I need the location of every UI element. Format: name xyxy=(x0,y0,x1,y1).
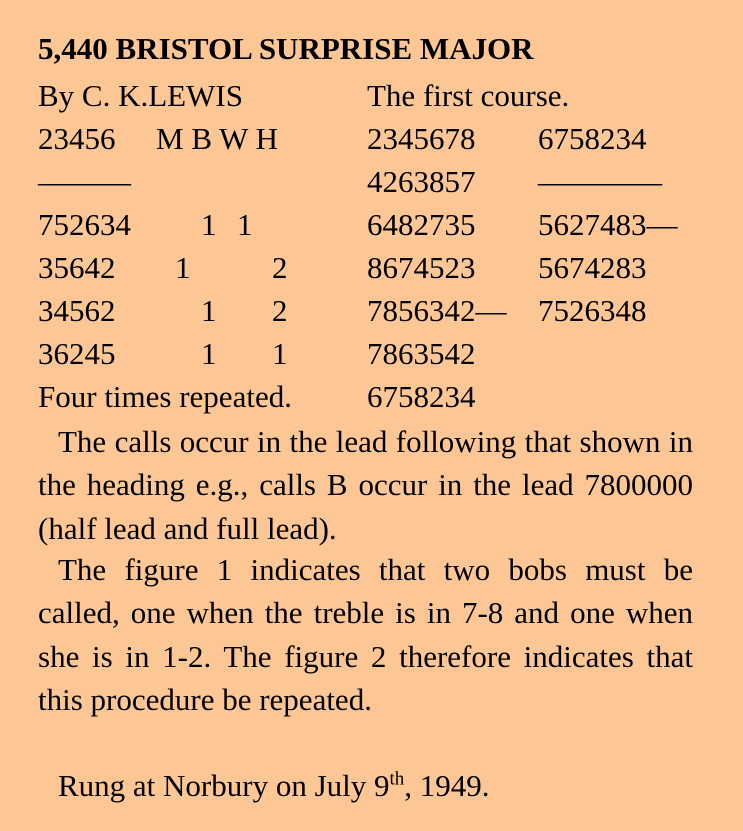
course-row: 5674283 xyxy=(538,250,647,285)
calls-row-course-end: 36245 xyxy=(38,336,116,371)
calls-separator: ——— xyxy=(38,164,131,199)
course-row: 4263857 xyxy=(367,164,476,199)
course-row: 7863542 xyxy=(367,336,476,371)
author-line: By C. K.LEWIS xyxy=(38,78,243,113)
calls-row-course-end: 752634 xyxy=(38,207,131,242)
figures-explanation-paragraph: The figure 1 indicates that two bobs must be called, one when the treble is in 7-8 and one when she is in 1-2. The figure 2 therefore indicates that this procedure be repeated. xyxy=(38,552,693,718)
calls-header-course-end: 23456 xyxy=(38,121,116,156)
composition-title: 5,440 BRISTOL SURPRISE MAJOR xyxy=(38,31,534,66)
course-row: 2345678 xyxy=(367,121,476,156)
course-row: 7526348 xyxy=(538,293,647,328)
calls-explanation-paragraph: The calls occur in the lead following that shown in the heading e.g., calls B occur in the lead 7800000 (half lead and full lead). xyxy=(38,424,693,546)
course-row: 8674523 xyxy=(367,250,476,285)
calls-footer: Four times repeated. xyxy=(38,379,292,414)
calls-row-b: 1 xyxy=(201,336,217,371)
course-row: 5627483— xyxy=(538,207,678,242)
calls-row-course-end: 35642 xyxy=(38,250,116,285)
calls-row-m: 1 xyxy=(175,250,191,285)
course-row: 6482735 xyxy=(367,207,476,242)
performance-note-year: , 1949. xyxy=(404,768,490,803)
calls-row-course-end: 34562 xyxy=(38,293,116,328)
calls-row-w: 1 xyxy=(237,207,253,242)
course-heading: The first course. xyxy=(367,78,570,113)
performance-note xyxy=(38,764,693,807)
calls-header-positions: M B W H xyxy=(156,121,279,156)
performance-note-text: Rung at Norbury on July 9 xyxy=(58,768,390,803)
course-row: 7856342— xyxy=(367,293,507,328)
ordinal-suffix: th xyxy=(389,768,405,790)
course-row: 6758234 xyxy=(538,121,647,156)
calls-row-h: 2 xyxy=(272,250,288,285)
calls-row-h: 2 xyxy=(272,293,288,328)
calls-row-b: 1 xyxy=(201,207,217,242)
calls-row-h: 1 xyxy=(272,336,288,371)
course-separator: ———— xyxy=(538,164,662,199)
course-row: 6758234 xyxy=(367,379,476,414)
calls-row-b: 1 xyxy=(201,293,217,328)
